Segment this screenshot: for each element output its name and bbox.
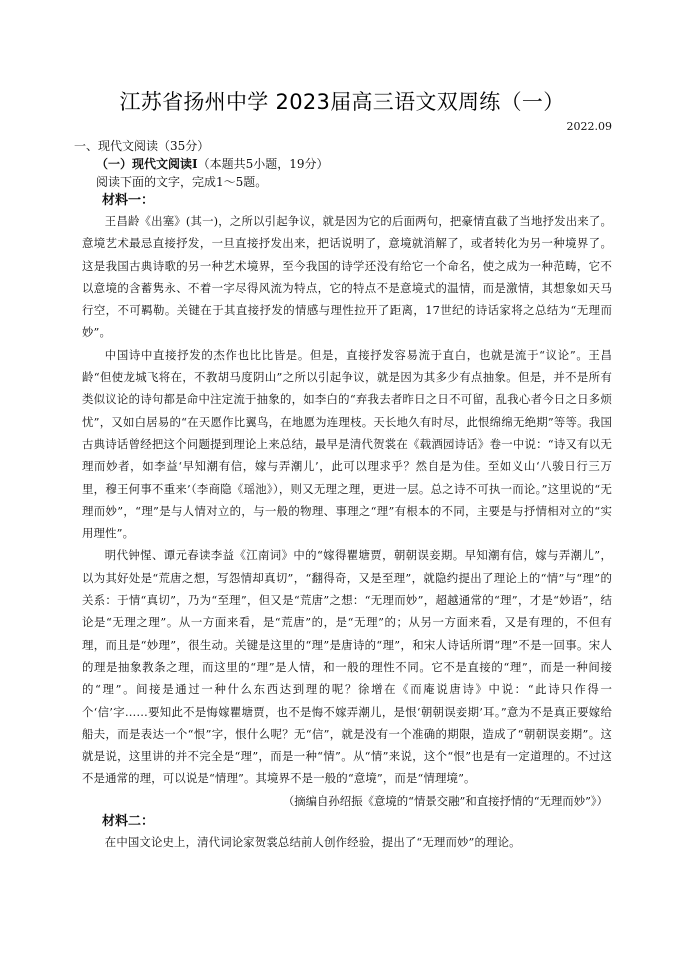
section-heading: 一、现代文阅读（35分） [74, 139, 210, 153]
document-date: 2022.09 [566, 120, 612, 133]
paragraph: 中国诗中直接抒发的杰作也比比皆是。但是，直接抒发容易流于直白，也就是流于“议论”。王昌龄“但使龙城飞将在，不教胡马度阴山”之所以引起争议，就是因为其多少有点抽象。但是，并不是所有类似议论的诗句都是命中注定流于抽象的，如李白的“弃我去者昨日之日不可留，乱我心者今日之日多烦忧”，又如白居易的“在天愿作比翼鸟，在地愿为连理枝。天长地久有时尽，此恨绵绵无绝期”等等。我国古典诗话曾经把这个问题提到理论上来总结，最早是清代贺裳在《载酒园诗话》卷一中说：“诗又有以无理而妙者，如李益‘早知潮有信，嫁与弄潮儿’，此可以理求乎？然自是为佳。至如义山‘八骏日行三万里，穆王何事不重来’（李商隐《瑶池》），则又无理之理，更进一层。总之诗不可执一而论。”这里说的“无理而妙”，“理”是与人情对立的，与一般的物理、事理之“理”有根本的不同，主要是与抒情相对立的“实用理性”。 [82, 347, 612, 541]
subsection-heading [96, 155, 612, 173]
material1-label: 材料一： [102, 193, 155, 208]
paragraph: 明代钟惺、谭元春读李益《江南词》中的“嫁得瞿塘贾，朝朝误妾期。早知潮有信，嫁与弄潮儿”，以为其好处是“荒唐之想，写怨情却真切”，“翻得奇，又是至理”，就隐约提出了理论上的“情”与“理”的关系：于情“真切”，乃为“至理”，但又是“荒唐”之想：“无理而妙”，超越通常的“理”，才是“妙语”，结论是“无理之理”。从一方面来看，是“荒唐”的，是“无理”的；从另一方面来看，又是有理的，不但有理，而且是“妙理”，很生动。关键是这里的“理”是唐诗的“理”，和宋人诗话所谓“理”不是一回事。宋人的理是抽象教条之理，而这里的“理”是人情，和一般的理性不同。它不是直接的“理”，而是一种间接的“理”。间接是通过一种什么东西达到理的呢？徐增在《而庵说唐诗》中说：“此诗只作得一个‘信’字……要知此不是悔嫁瞿塘贾，也不是悔不嫁弄潮儿，是恨‘朝朝误妾期’耳。”意为不是真正要嫁给船夫，而是表达一个“恨”字，恨什么呢？无“信”，就是没有一个准确的期限，造成了“朝朝误妾期”。这就是说，这里讲的并不完全是“理”，而是一种“情”。从“情”来说，这个“恨”也是有一定道理的。不过这不是通常的理，可以说是“情理”。其境界不是一般的“意境”，而是“情理境”。 [82, 548, 612, 786]
document-title: 江苏省扬州中学 2023届高三语文双周练（一） [119, 90, 565, 114]
paragraph: 王昌龄《出塞》(其一)，之所以引起争议，就是因为它的后面两句，把豪情直截了当地抒发出来了。意境艺术最忌直接抒发，一旦直接抒发出来，把话说明了，意境就消解了，或者转化为另一种境界了。这是我国古典诗歌的另一种艺术境界，至今我国的诗学还没有给它一个命名，使之成为一种范畴，它不以意境的含蓄隽永、不着一字尽得风流为特点，它的特点不是意境式的温情，而是激情，其想象如天马行空，不可羁勒。关键在于其直接抒发的情感与理性拉开了距离，17世纪的诗话家将之总结为“无理而妙”。 [82, 214, 612, 340]
material2-label: 材料二： [102, 813, 155, 829]
document-body [74, 137, 612, 853]
subsection-detail: （本题共5小题，19分） [197, 157, 329, 171]
source-citation: （摘编自孙绍振《意境的“情景交融”和直接抒情的“无理而妙”》） [282, 793, 608, 808]
paragraph: 在中国文论史上，清代词论家贺裳总结前人创作经验，提出了“无理而妙”的理论。 [104, 834, 521, 849]
subsection-label: （一）现代文阅读Ⅰ [96, 157, 198, 171]
instruction-text: 阅读下面的文字，完成1～5题。 [96, 175, 268, 189]
